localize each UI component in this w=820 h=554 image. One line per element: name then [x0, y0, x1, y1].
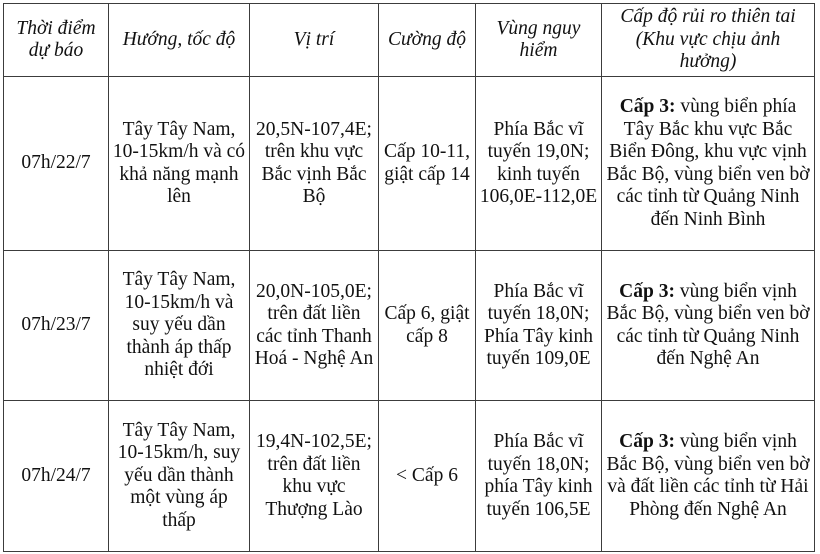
cell-risk-level: [602, 251, 815, 401]
header-danger-zone: Vùng nguy hiểm: [476, 4, 602, 77]
cell-time: 07h/23/7: [4, 251, 109, 401]
storm-forecast-table: [3, 3, 815, 552]
table-header-row: [4, 4, 815, 77]
cell-intensity: < Cấp 6: [379, 401, 476, 552]
header-risk-level: Cấp độ rủi ro thiên tai (Khu vực chịu ảnh hưởng): [602, 4, 815, 77]
cell-position: 20,0N-105,0E; trên đất liền các tỉnh Thanh Hoá - Nghệ An: [250, 251, 379, 401]
cell-direction-speed: Tây Tây Nam, 10-15km/h, suy yếu dần thành một vùng áp thấp: [109, 401, 250, 552]
cell-risk-level: [602, 77, 815, 251]
cell-danger-zone: Phía Bắc vĩ tuyến 18,0N; Phía Tây kinh tuyến 109,0E: [476, 251, 602, 401]
risk-area-text: vùng biển vịnh Bắc Bộ, vùng biển ven bờ và đất liền các tỉnh từ Hải Phòng đến Nghệ An: [606, 431, 810, 520]
cell-intensity: Cấp 6, giật cấp 8: [379, 251, 476, 401]
table-row: [4, 401, 815, 552]
cell-time: 07h/22/7: [4, 77, 109, 251]
risk-level-label: Cấp 3:: [619, 96, 676, 117]
cell-danger-zone: Phía Bắc vĩ tuyến 18,0N; phía Tây kinh tuyến 106,5E: [476, 401, 602, 552]
header-direction-speed: Hướng, tốc độ: [109, 4, 250, 77]
cell-risk-level: [602, 401, 815, 552]
header-forecast-time: Thời điểm dự báo: [4, 4, 109, 77]
table-row: [4, 251, 815, 401]
header-position: Vị trí: [250, 4, 379, 77]
cell-intensity: Cấp 10-11, giật cấp 14: [379, 77, 476, 251]
risk-area-text: vùng biển phía Tây Bắc khu vực Bắc Biển Đông, khu vực vịnh Bắc Bộ, vùng biển ven bờ các tỉnh từ Quảng Ninh đến Ninh Bình: [606, 96, 810, 230]
cell-position: 20,5N-107,4E; trên khu vực Bắc vịnh Bắc Bộ: [250, 77, 379, 251]
risk-area-text: vùng biển vịnh Bắc Bộ, vùng biển ven bờ các tỉnh từ Quảng Ninh đến Nghệ An: [606, 280, 810, 369]
cell-time: 07h/24/7: [4, 401, 109, 552]
cell-direction-speed: Tây Tây Nam, 10-15km/h và có khả năng mạnh lên: [109, 77, 250, 251]
risk-level-label: Cấp 3:: [619, 280, 675, 302]
header-intensity: Cường độ: [379, 4, 476, 77]
cell-position: 19,4N-102,5E; trên đất liền khu vực Thượng Lào: [250, 401, 379, 552]
cell-danger-zone: Phía Bắc vĩ tuyến 19,0N; kinh tuyến 106,0E-112,0E: [476, 77, 602, 251]
cell-direction-speed: Tây Tây Nam, 10-15km/h và suy yếu dần thành áp thấp nhiệt đới: [109, 251, 250, 401]
table-row: [4, 77, 815, 251]
risk-level-label: Cấp 3:: [619, 431, 675, 452]
